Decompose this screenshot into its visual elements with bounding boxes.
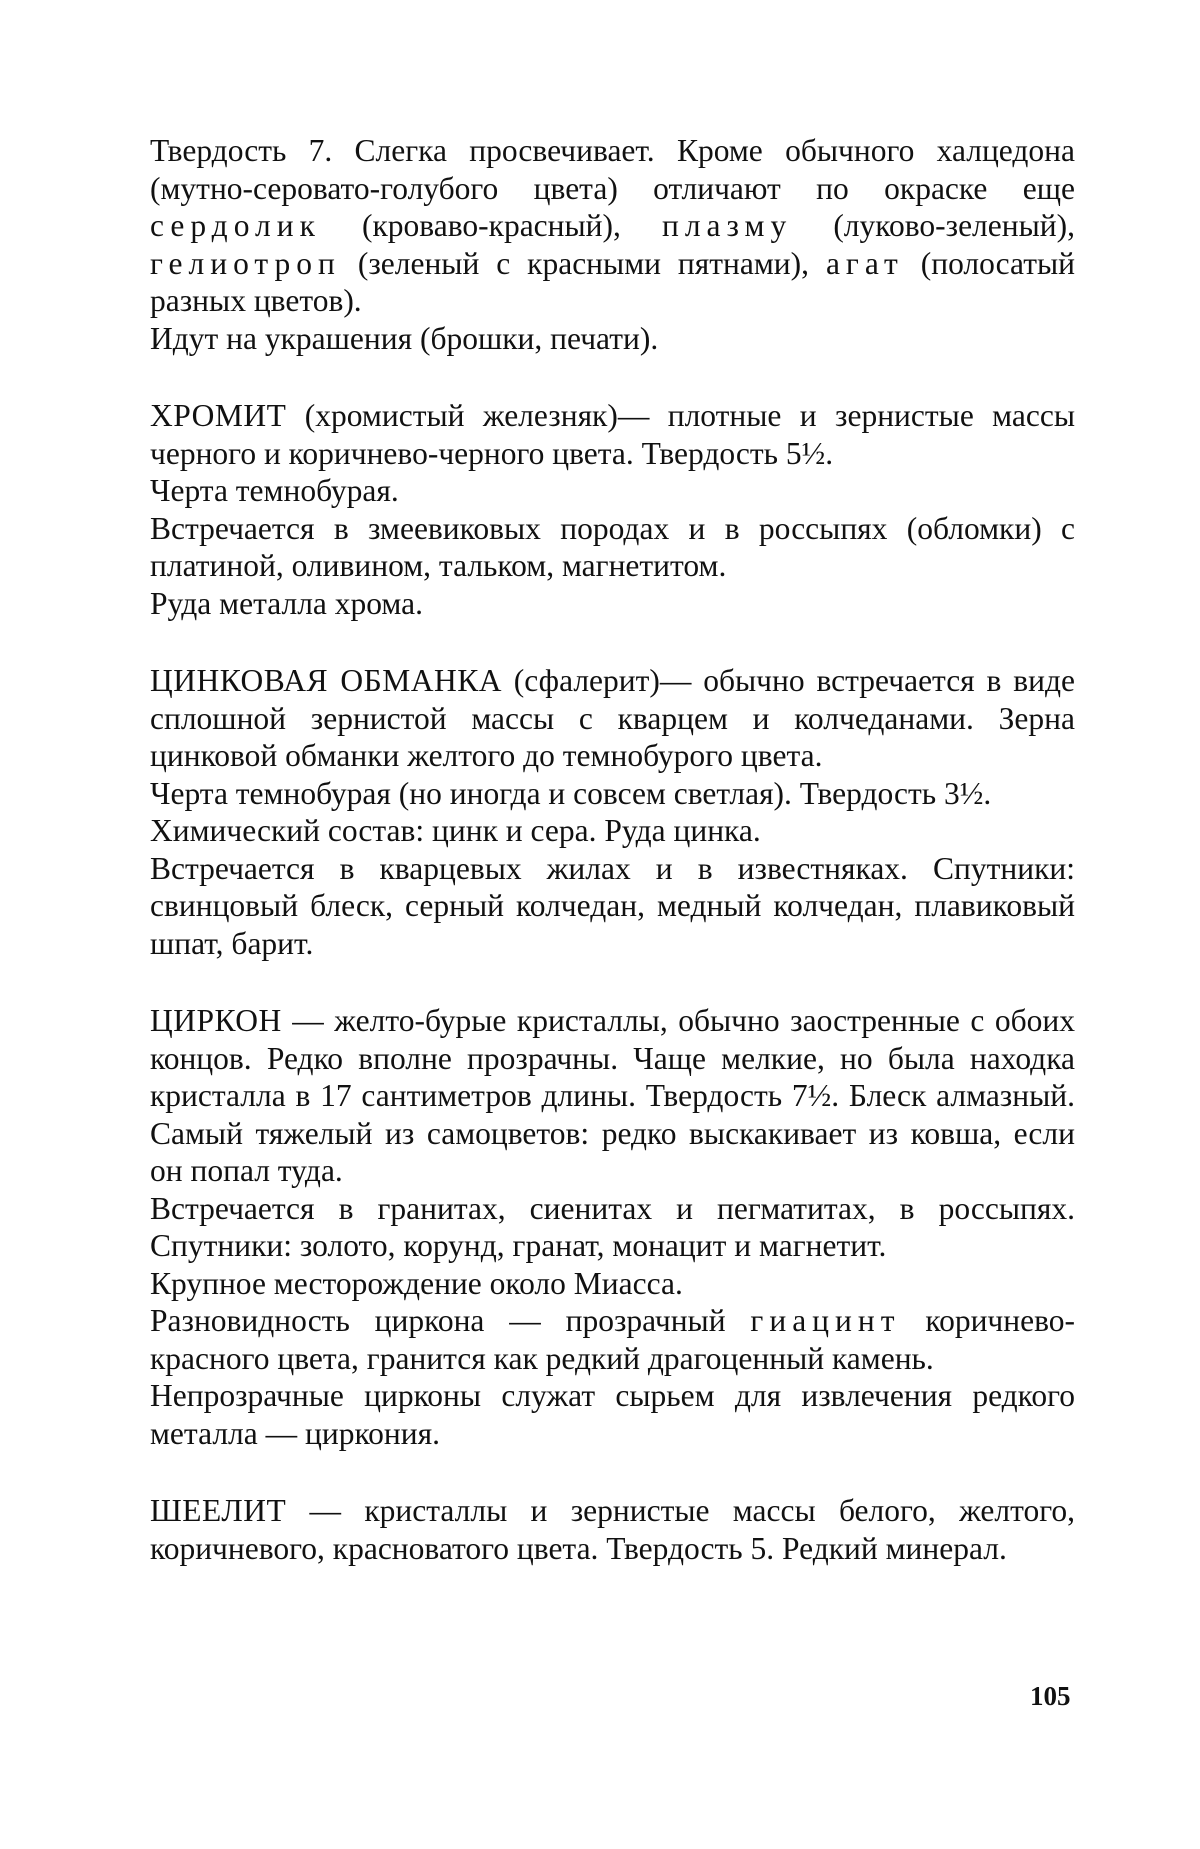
zircon-deposit: Крупное месторождение около Миасса. — [150, 1265, 683, 1301]
page-number: 105 — [1030, 1681, 1071, 1711]
sphalerite-occurrence: Встречается в кварцевых жилах и в известняках. Спутники: свинцовый блеск, серный колчедан, медный колчедан, плавиковый шпат, барит. — [150, 850, 1075, 961]
section-sphalerite — [150, 662, 1075, 962]
intro-text-3: (луково-зеленый), — [792, 208, 1075, 243]
sphalerite-text: (сфалерит)— обычно встречается в виде сплошной зернистой массы с кварцем и колчеданами. Зерна цинковой обманки желтого до темнобурого цвета. — [150, 663, 1075, 773]
section-chromite — [150, 397, 1075, 622]
chromite-heading: ХРОМИТ — [150, 398, 287, 433]
section-zircon — [150, 1002, 1075, 1452]
zircon-text: — желто-бурые кристаллы, обычно заостренные с обоих концов. Редко вполне прозрачны. Чаще мелкие, но была находка кристалла в 17 сантиметров длины. Твердость 7½. Блеск алмазный. Самый тяжелый из самоцветов: редко выскакивает из ковша, если он попал туда. — [150, 1003, 1075, 1188]
intro-paragraph — [150, 132, 1075, 320]
sphalerite-streak: Черта темнобурая (но иногда и совсем светлая). Твердость 3½. — [150, 775, 992, 811]
scheelite-heading: ШЕЕЛИТ — [150, 1493, 287, 1528]
sphalerite-description — [150, 662, 1075, 775]
chromite-description — [150, 397, 1075, 472]
sphalerite-composition: Химический состав: цинк и сера. Руда цинка. — [150, 813, 761, 848]
term-heliotrope: гелиотроп — [150, 245, 341, 281]
intro-text-5: (полосатый разных цветов). — [150, 245, 1075, 318]
zircon-variety — [150, 1302, 1075, 1377]
intro-text-1: Твердость 7. Слегка просвечивает. Кроме обычного халцедона (мутно-серовато-голубого цвета) отличают по окраске еще — [150, 133, 1075, 206]
term-hyacinth: гиацинт — [750, 1303, 901, 1338]
zircon-usage: Непрозрачные цирконы служат сырьем для извлечения редкого металла — циркония. — [150, 1378, 1075, 1451]
term-agate: агат — [825, 245, 904, 281]
zircon-occurrence: Встречается в гранитах, сиенитах и пегматитах, в россыпях. Спутники: золото, корунд, гранат, монацит и магнетит. — [150, 1190, 1075, 1263]
term-sardonyx: сердолик — [150, 208, 321, 243]
zircon-heading: ЦИРКОН — [150, 1003, 282, 1038]
section-scheelite — [150, 1492, 1075, 1567]
term-plasma: плазму — [661, 208, 793, 243]
chromite-streak: Черта темнобурая. — [150, 473, 399, 508]
scheelite-description — [150, 1492, 1075, 1567]
sphalerite-heading: ЦИНКОВАЯ ОБМАНКА — [150, 663, 502, 698]
zircon-variety-text-1: Разновидность циркона — прозрачный — [150, 1303, 751, 1338]
chromite-occurrence: Встречается в змеевиковых породах и в россыпях (обломки) с платиной, оливином, тальком, магнетитом. — [150, 510, 1075, 583]
zircon-variety-text-2: коричнево-красного цвета, гранится как редкий драгоценный камень. — [150, 1303, 1076, 1376]
scheelite-text: — кристаллы и зернистые массы белого, желтого, коричневого, красноватого цвета. Твердость 5. Редкий минерал. — [150, 1493, 1075, 1566]
chromite-text: (хромистый железняк)— плотные и зернистые массы черного и коричнево-черного цвета. Твердость 5½. — [150, 398, 1075, 471]
intro-text-4: (зеленый с красными пятнами), — [340, 245, 826, 281]
zircon-description — [150, 1002, 1075, 1190]
intro-text-2: (кроваво-красный), — [320, 208, 662, 243]
intro-usage: Идут на украшения (брошки, печати). — [150, 320, 659, 356]
text-column — [150, 132, 1075, 1567]
chromite-ore: Руда металла хрома. — [150, 585, 424, 621]
